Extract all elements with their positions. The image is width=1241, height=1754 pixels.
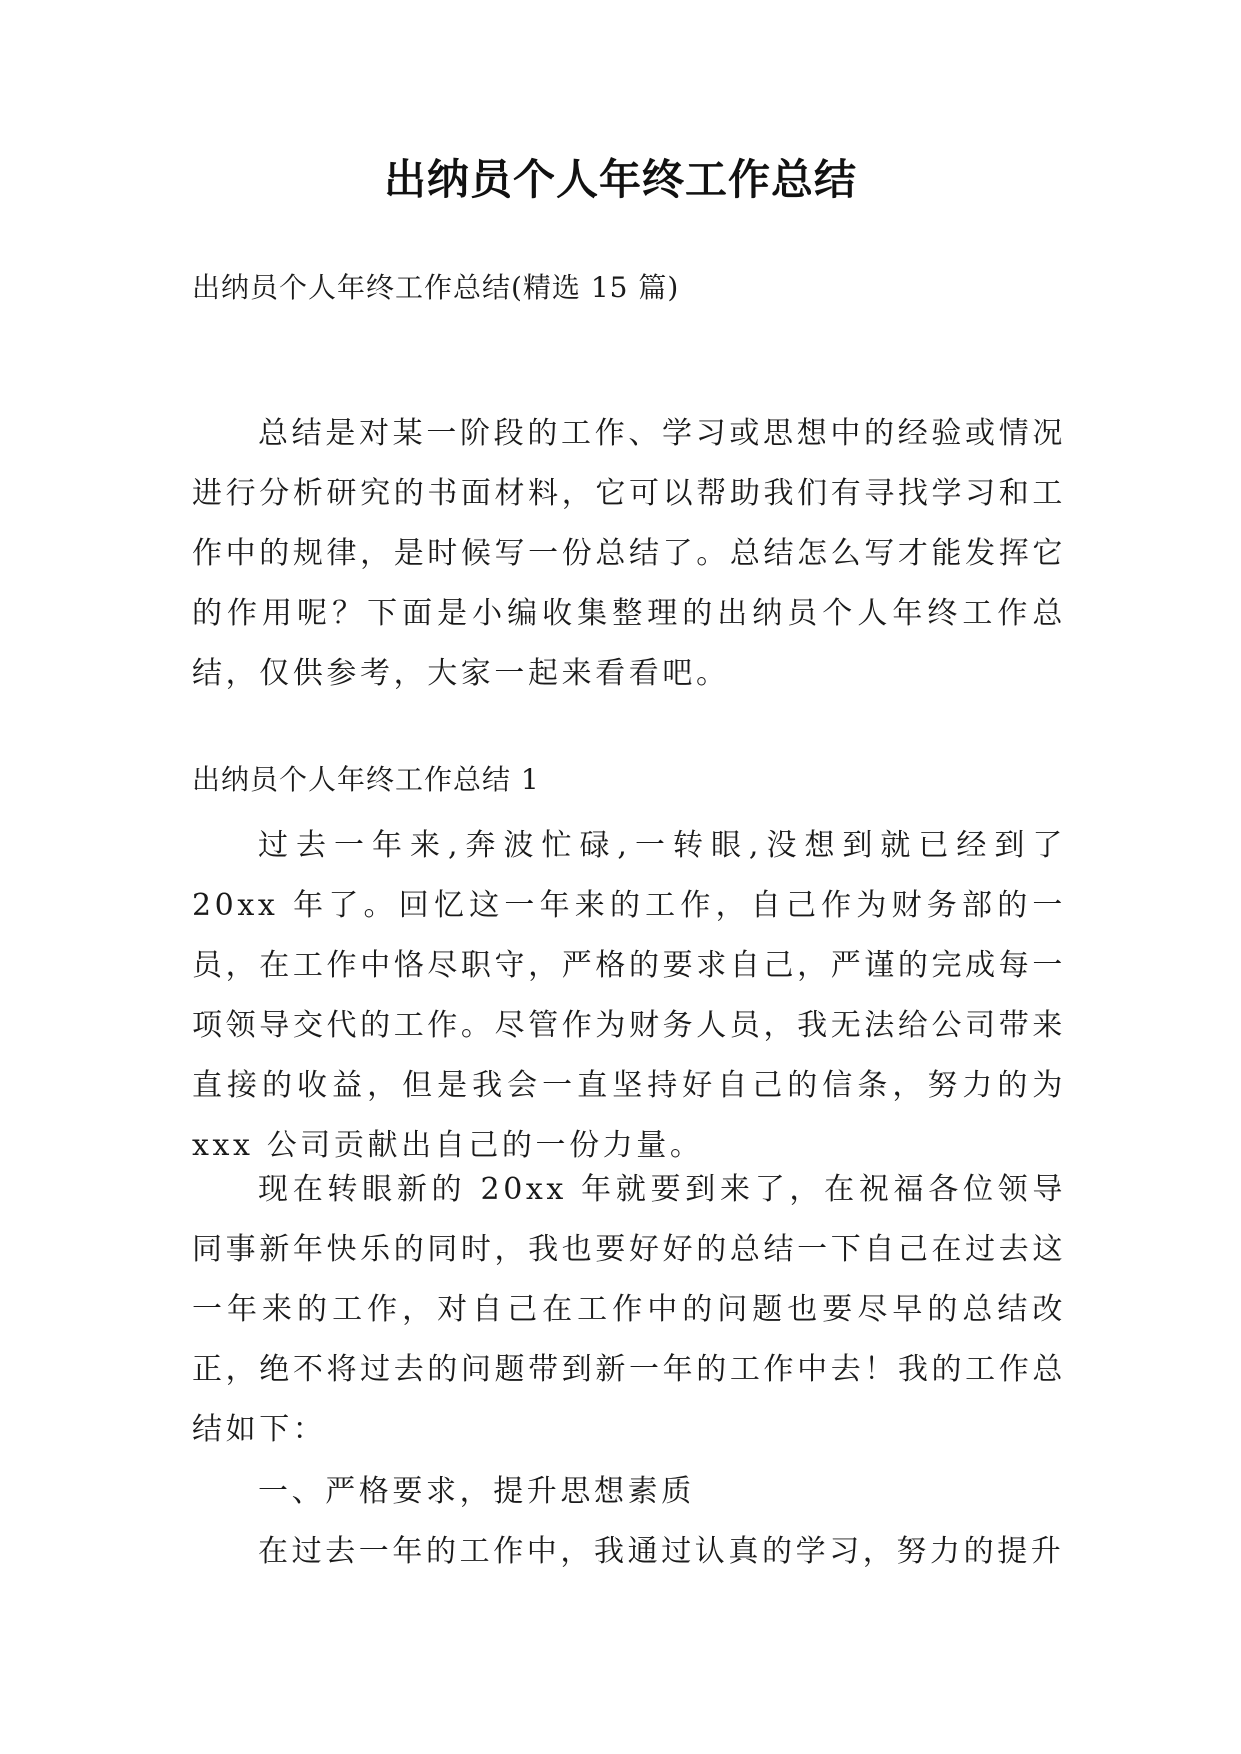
intro-paragraph: 总结是对某一阶段的工作、学习或思想中的经验或情况进行分析研究的书面材料，它可以帮助我们有寻找学习和工作中的规律，是时候写一份总结了。总结怎么写才能发挥它的作用呢？下面是小编收集整理的出纳员个人年终工作总结，仅供参考，大家一起来看看吧。	[192, 416, 1066, 691]
body-paragraph-3: 在过去一年的工作中，我通过认真的学习，努力的提升	[258, 1534, 1065, 1569]
section-title: 出纳员个人年终工作总结 1	[192, 763, 540, 796]
body-paragraph-2: 现在转眼新的 20xx 年就要到来了，在祝福各位领导同事新年快乐的同时，我也要好好的总结一下自己在过去这一年来的工作，对自己在工作中的问题也要尽早的总结改正，绝不将过去的问题带到新一年的工作中去！我的工作总结如下：	[192, 1172, 1066, 1447]
subheading-1: 一、严格要求，提升思想素质	[258, 1474, 695, 1509]
body-paragraph-1: 过去一年来,奔波忙碌,一转眼,没想到就已经到了 20xx 年了。回忆这一年来的工作，自己作为财务部的一员，在工作中恪尽职守，严格的要求自己，严谨的完成每一项领导交代的工作。尽管作为财务人员，我无法给公司带来直接的收益，但是我会一直坚持好自己的信条，努力的为 xxx 公司贡献出自己的一份力量。	[192, 828, 1066, 1163]
document-subtitle: 出纳员个人年终工作总结(精选 15 篇)	[192, 271, 680, 304]
document-title: 出纳员个人年终工作总结	[383, 155, 857, 204]
